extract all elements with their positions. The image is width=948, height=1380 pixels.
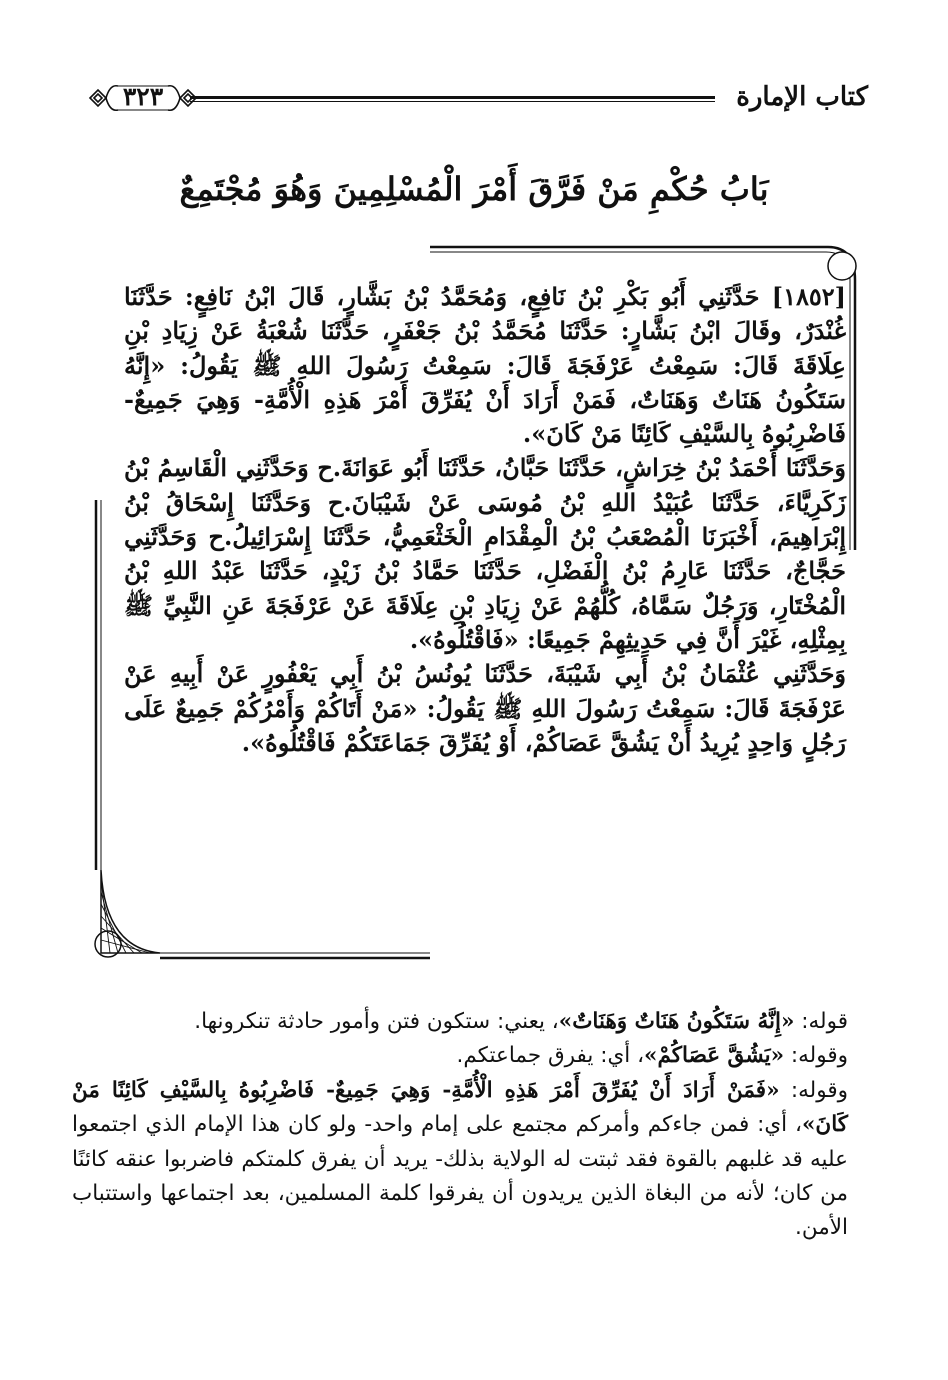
chapter-title: بَابُ حُكْمِ مَنْ فَرَّقَ أَمْرَ الْمُسْلِمِينَ وَهُوَ مُجْتَمِعٌ <box>179 170 769 208</box>
hadith-paragraph: وَحَدَّثَنَا أَحْمَدُ بْنُ خِرَاشٍ، حَدَّثَنَا حَبَّانُ، حَدَّثَنَا أَبُو عَوَانَةَ.ح وَحَدَّثَنِي الْقَاسِمُ بْنُ زَكَرِيَّاءَ، حَدَّثَنَا عُبَيْدُ اللهِ بْنُ مُوسَى عَنْ شَيْبَانَ.ح وَحَدَّثَنَا إِسْحَاقُ بْنُ إِبْرَاهِيمَ، أَخْبَرَنَا الْمُصْعَبُ بْنُ الْمِقْدَامِ الْخَثْعَمِيُّ، حَدَّثَنَا إِسْرَائِيلُ.ح وَحَدَّثَنِي حَجَّاجٌ، حَدَّثَنَا عَارِمُ بْنُ الْفَضْلِ، حَدَّثَنَا حَمَّادُ بْنُ زَيْدٍ، حَدَّثَنَا عَبْدُ اللهِ بْنُ الْمُخْتَارِ، وَرَجُلٌ سَمَّاهُ، كُلُّهُمْ عَنْ زِيَادِ بْنِ عِلَاقَةَ عَنْ عَرْفَجَةَ عَنِ النَّبِيِّ ﷺ بِمِثْلِهِ، غَيْرَ أَنَّ فِي حَدِيثِهِمْ جَمِيعًا: «فَاقْتُلُوهُ». <box>124 453 846 654</box>
hadith-paragraph: [١٨٥٢] حَدَّثَنِي أَبُو بَكْرِ بْنُ نَافِعٍ، وَمُحَمَّدُ بْنُ بَشَّارٍ، قَالَ ابْنُ نَافِعٍ: حَدَّثَنَا غُنْدَرٌ، وقَالَ ابْنُ بَشَّارٍ: حَدَّثَنَا مُحَمَّدُ بْنُ جَعْفَرٍ، حَدَّثَنَا شُعْبَةُ عَنْ زِيَادِ بْنِ عِلَاقَةَ قَالَ: سَمِعْتُ عَرْفَجَةَ قَالَ: سَمِعْتُ رَسُولَ اللهِ ﷺ يَقُولُ: «إِنَّهُ سَتَكُونُ هَنَاتٌ وَهَنَاتٌ، فَمَنْ أَرَادَ أَنْ يُفَرِّقَ أَمْرَ هَذِهِ الْأُمَّةِ- وَهِيَ جَمِيعٌ- فَاضْرِبُوهُ بِالسَّيْفِ كَائِنًا مَنْ كَانَ». <box>124 282 846 449</box>
commentary <box>72 1005 848 1246</box>
commentary-paragraph: وقوله: «فَمَنْ أَرَادَ أَنْ يُفَرِّقَ أَمْرَ هَذِهِ الْأُمَّةِ- وَهِيَ جَمِيعٌ- فَاضْرِبُوهُ بِالسَّيْفِ كَائِنًا مَنْ كَانَ»، أي: فمن جاءكم وأمركم مجتمع على إمام واحد- ولو كان هذا الإمام الذي اجتمعوا عليه قد غلبهم بالقوة فقد ثبتت له الولاية بذلك- يريد أن يفرق كلمتكم فاضربوا عنقه كائنًا من كان؛ لأنه من البغاة الذين يريدون أن يفرقوا كلمة المسلمين، بعد اجتماعها واستتباب الأمن. <box>72 1077 848 1241</box>
hadith-text <box>124 280 846 760</box>
commentary-paragraph: قوله: «إِنَّهُ سَتَكُونُ هَنَاتٌ وَهَنَاتٌ»، يعني: ستكون فتن وأمور حادثة تنكرونها. <box>194 1009 848 1034</box>
commentary-paragraph: وقوله: «يَشُقَّ عَصَاكُمْ»، أي: يفرق جماعتكم. <box>456 1043 848 1069</box>
page-number: ٣٢٣ <box>122 82 164 111</box>
hadith-paragraph: وَحَدَّثَنِي عُثْمَانُ بْنُ أَبِي شَيْبَةَ، حَدَّثَنَا يُونُسُ بْنُ أَبِي يَعْفُورٍ عَنْ أَبِيهِ عَنْ عَرْفَجَةَ قَالَ: سَمِعْتُ رَسُولَ اللهِ ﷺ يَقُولُ: «مَنْ أَتَاكُمْ وَأَمْرُكُمْ جَمِيعٌ عَلَى رَجُلٍ وَاحِدٍ يُرِيدُ أَنْ يَشُقَّ عَصَاكُمْ، أَوْ يُفَرِّقَ جَمَاعَتَكُمْ فَاقْتُلُوهُ». <box>124 659 846 757</box>
running-header-title: كتاب الإمارة <box>736 82 868 112</box>
